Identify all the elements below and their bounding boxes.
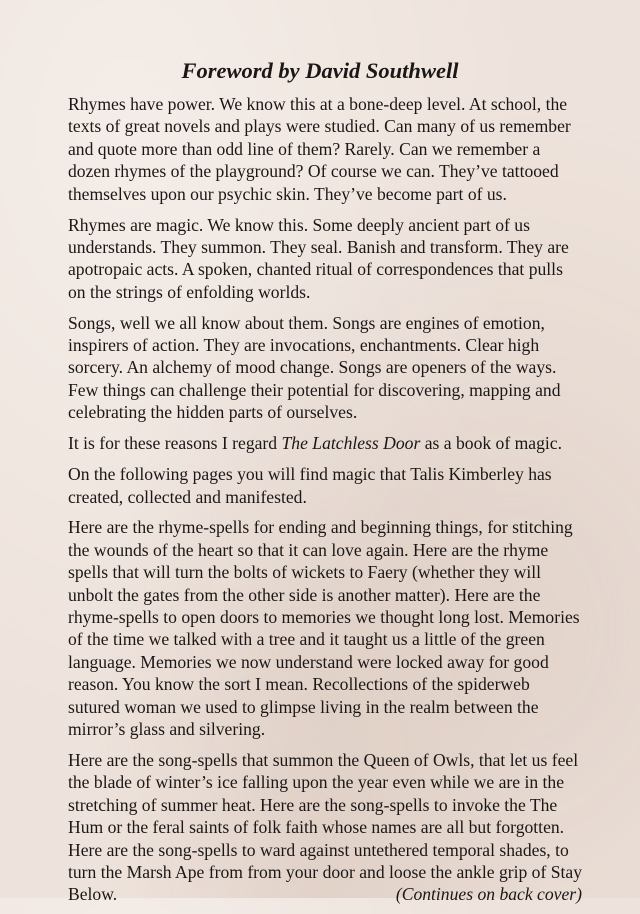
- continues-note: (Continues on back cover): [395, 884, 582, 905]
- book-title: The Latchless Door: [281, 433, 421, 454]
- paragraph-2: Rhymes are magic. We know this. Some deeply ancient part of us understands. They summon. They seal. Banish and transform. They are apotropaic acts. A spoken, chanted ritual of correspondences that pulls on the strings of enfolding worlds.: [68, 214, 569, 302]
- paragraph-4: [68, 432, 582, 454]
- page-title: Foreword by David Southwell: [181, 58, 459, 83]
- foreword-body: [68, 93, 582, 914]
- paragraph-7: [68, 749, 582, 906]
- paragraph-4-end: as a book of magic.: [420, 433, 562, 454]
- paragraph-3: Songs, well we all know about them. Songs are engines of emotion, inspirers of action. They are invocations, enchantments. Clear high sorcery. An alchemy of mood change. Songs are openers of the ways. Few things can challenge their potential for discovering, mapping and celebrating the hidden parts of ourselves.: [68, 312, 561, 423]
- paragraph-4-start: It is for these reasons I regard: [68, 433, 282, 454]
- paragraph-6: Here are the rhyme-spells for ending and beginning things, for stitching the wounds of the heart so that it can love again. Here are the rhyme spells that will turn the bolts of wickets to Faery (whether they will unbolt the gates from the other side is another matter). Here are the rhyme-spells to open doors to memories we thought long lost. Memories of the time we talked with a tree and it taught us a little of the green language. Memories we now understand were locked away for good reason. You know the sort I mean. Recollections of the spiderweb sutured woman we used to glimpse living in the realm between the mirror’s glass and silvering.: [68, 517, 580, 740]
- paragraph-1: Rhymes have power. We know this at a bone-deep level. At school, the texts of great novels and plays were studied. Can many of us remember and quote more than odd line of them? Rarely. Can we remember a dozen rhymes of the playground? Of course we can. They’ve tattooed themselves upon our psychic skin. They’ve become part of us.: [68, 94, 571, 204]
- paragraph-7-text: Here are the song-spells that summon the Queen of Owls, that let us feel the blade of winter’s ice falling upon the year even while we are in the stretching of summer heat. Here are the song-spells to invoke the The Hum or the feral saints of folk faith whose names are all but forgotten. Here are the song-spells to ward against untethered temporal shades, to turn the Marsh Ape from from your door and loose the ankle grip of Stay Below.: [68, 749, 583, 905]
- paragraph-5: On the following pages you will find magic that Talis Kimberley has created, collected and manifested.: [68, 464, 552, 507]
